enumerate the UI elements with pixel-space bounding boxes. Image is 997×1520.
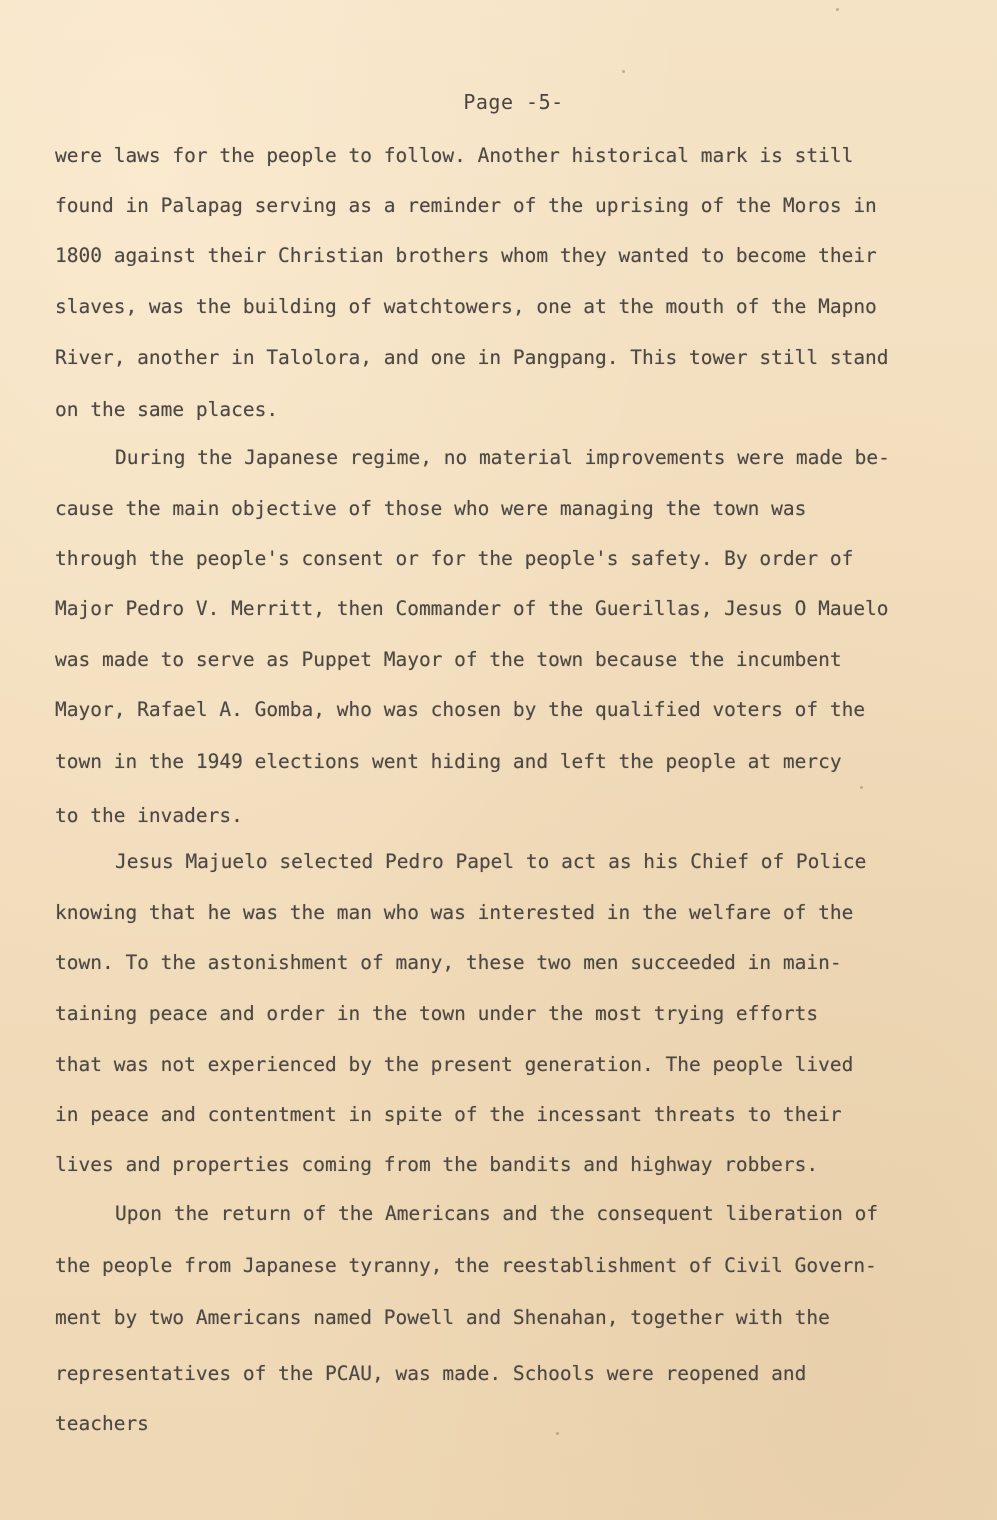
text-line: was made to serve as Puppet Mayor of the town because the incumbent <box>55 648 842 671</box>
text-line: in peace and contentment in spite of the incessant threats to their <box>55 1103 842 1126</box>
text-line: ment by two Americans named Powell and Shenahan, together with the <box>55 1306 830 1329</box>
paper-speck <box>836 8 839 11</box>
text-line: that was not experienced by the present generation. The people lived <box>55 1053 854 1076</box>
text-line: knowing that he was the man who was interested in the welfare of the <box>55 901 854 924</box>
text-line: were laws for the people to follow. Another historical mark is still <box>55 144 854 167</box>
text-line: through the people's consent or for the people's safety. By order of <box>55 547 854 570</box>
paragraph-start-line: Upon the return of the Americans and the consequent liberation of <box>115 1202 879 1225</box>
page-number-header: Page -5- <box>463 90 564 114</box>
text-line: town in the 1949 elections went hiding and left the people at mercy <box>55 750 842 773</box>
text-line: cause the main objective of those who were managing the town was <box>55 497 807 520</box>
paragraph-start-line: Jesus Majuelo selected Pedro Papel to act as his Chief of Police <box>115 850 867 873</box>
text-line: representatives of the PCAU, was made. Schools were reopened and <box>55 1362 807 1385</box>
text-line: town. To the astonishment of many, these two men succeeded in main- <box>55 951 842 974</box>
text-line: lives and properties coming from the bandits and highway robbers. <box>55 1153 819 1176</box>
text-line: River, another in Talolora, and one in Pangpang. This tower still stand <box>55 346 889 369</box>
text-line: Mayor, Rafael A. Gomba, who was chosen by the qualified voters of the <box>55 698 866 721</box>
text-line: taining peace and order in the town under the most trying efforts <box>55 1002 819 1025</box>
text-line: 1800 against their Christian brothers whom they wanted to become their <box>55 244 877 267</box>
paper-speck <box>556 1432 559 1435</box>
paper-speck <box>860 786 863 789</box>
text-line: teachers <box>55 1412 149 1435</box>
paper-speck <box>622 70 625 73</box>
text-line: slaves, was the building of watchtowers, one at the mouth of the Mapno <box>55 295 877 318</box>
text-line: found in Palapag serving as a reminder of the uprising of the Moros in <box>55 194 877 217</box>
text-line: on the same places. <box>55 398 279 421</box>
paragraph-start-line: During the Japanese regime, no material improvements were made be- <box>115 446 890 469</box>
text-line: to the invaders. <box>55 804 243 827</box>
text-line: the people from Japanese tyranny, the reestablishment of Civil Govern- <box>55 1254 877 1277</box>
text-line: Major Pedro V. Merritt, then Commander of the Guerillas, Jesus O Mauelo <box>55 597 889 620</box>
